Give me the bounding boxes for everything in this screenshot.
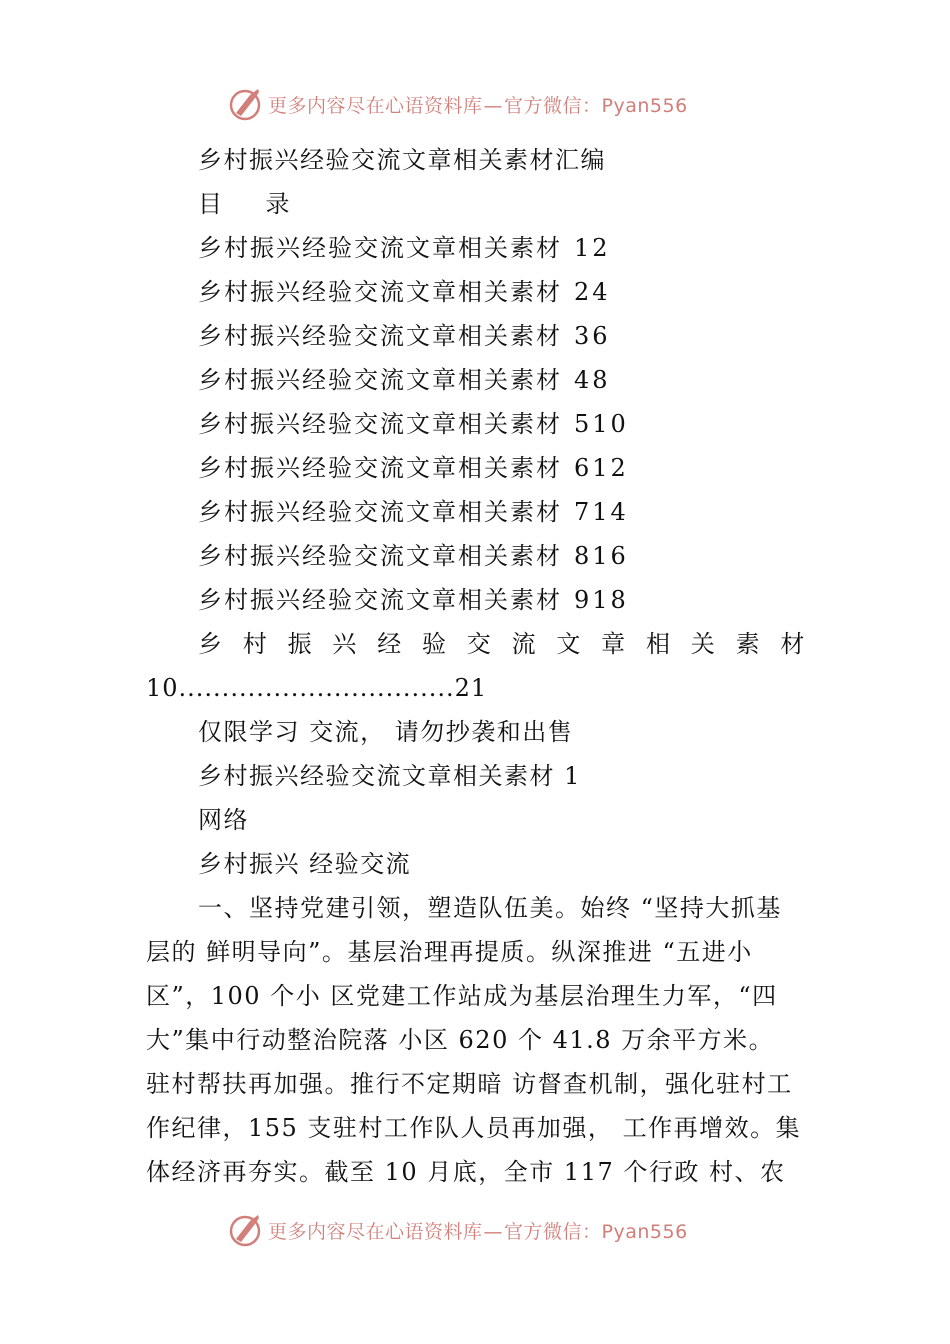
toc-entry-label: 乡村振兴经验交流文章相关素材 xyxy=(198,366,562,394)
pen-logo-icon xyxy=(228,1212,264,1248)
paragraph-line: 体经济再夯实。截至 10 月底，全市 117 个行政 村、农 xyxy=(146,1158,786,1186)
toc-entry-label: 乡村振兴经验交流文章相关素材 xyxy=(198,322,562,350)
toc-char: 振 xyxy=(287,630,314,658)
paragraph-line: 层的 鲜明导向”。基层治理再提质。纵深推进 “五进小 xyxy=(146,938,753,966)
toc-entry-number: 510 xyxy=(574,410,629,438)
toc-entry-label: 乡村振兴经验交流文章相关素材 xyxy=(198,454,562,482)
toc-char: 乡 xyxy=(198,630,224,658)
paragraph-line: 驻村帮扶再加强。推行不定期暗 访督查机制，强化驻村工 xyxy=(146,1070,793,1098)
toc-entry-label: 乡村振兴经验交流文章相关素材 xyxy=(198,234,562,262)
toc-heading-a: 目 xyxy=(198,190,224,218)
header-banner-text xyxy=(268,91,688,118)
toc-entry-number: 48 xyxy=(574,366,611,394)
document-title: 乡村振兴经验交流文章相关素材汇编 xyxy=(198,146,606,174)
toc-entry[interactable] xyxy=(146,490,806,534)
toc-char: 兴 xyxy=(332,630,358,658)
subtitle: 乡村振兴 经验交流 xyxy=(198,850,412,878)
toc-char: 验 xyxy=(421,630,448,658)
toc-entry[interactable] xyxy=(146,270,806,314)
toc-char: 素 xyxy=(735,630,762,658)
toc-entry[interactable] xyxy=(146,534,806,578)
section-title: 乡村振兴经验交流文章相关素材 1 xyxy=(198,762,581,790)
toc-entry[interactable] xyxy=(146,402,806,446)
toc-heading-b: 录 xyxy=(265,190,291,218)
footer-wechat-id: Pyan556 xyxy=(601,1220,688,1243)
document-body xyxy=(146,138,806,1194)
toc-char: 交 xyxy=(466,630,493,658)
toc-entry-label: 乡村振兴经验交流文章相关素材 xyxy=(198,586,562,614)
toc-entry-number: 36 xyxy=(574,322,611,350)
footer-banner-text xyxy=(268,1217,688,1244)
header-banner xyxy=(228,84,748,124)
paragraph-line: 作纪律，155 支驻村工作队人员再加强， 工作再增效。集 xyxy=(146,1114,802,1142)
header-site-text: 更多内容尽在心语资料库 xyxy=(268,94,483,117)
toc-entry[interactable] xyxy=(146,226,806,270)
paragraph-line: 区”，100 个小 区党建工作站成为基层治理生力军，“四 xyxy=(146,982,778,1010)
toc-char: 文 xyxy=(556,630,582,658)
footer-banner xyxy=(228,1210,748,1250)
header-wechat-id: Pyan556 xyxy=(601,94,688,117)
footer-wechat-label: 官方微信： xyxy=(504,1220,602,1243)
toc-char: 村 xyxy=(242,630,269,658)
source-label: 网络 xyxy=(198,806,249,834)
header-separator: — xyxy=(483,94,504,117)
paragraph-line: 大”集中行动整治院落 小区 620 个 41.8 万余平方米。 xyxy=(146,1026,775,1054)
footer-site-text: 更多内容尽在心语资料库 xyxy=(268,1220,483,1243)
pen-logo-icon xyxy=(228,86,264,122)
footer-separator: — xyxy=(483,1220,504,1243)
toc-entry-last-spread[interactable] xyxy=(146,622,806,666)
toc-entry-last-dots[interactable]: 10................................21 xyxy=(146,674,488,702)
toc-entry[interactable] xyxy=(146,314,806,358)
notice-text: 仅限学习 交流， 请勿抄袭和出售 xyxy=(198,718,574,746)
toc-entry[interactable] xyxy=(146,578,806,622)
toc-char: 材 xyxy=(780,630,806,658)
toc-char: 相 xyxy=(645,630,672,658)
toc-entry-number: 816 xyxy=(574,542,629,570)
toc-entry-number: 714 xyxy=(574,498,629,526)
body-paragraph xyxy=(146,886,806,1194)
toc-char: 经 xyxy=(377,630,403,658)
toc-entry-label: 乡村振兴经验交流文章相关素材 xyxy=(198,498,562,526)
toc-entry-label: 乡村振兴经验交流文章相关素材 xyxy=(198,278,562,306)
toc-entry[interactable] xyxy=(146,446,806,490)
paragraph-line: 一、坚持党建引领，塑造队伍美。始终 “坚持大抓基 xyxy=(198,894,782,922)
toc-entry-label: 乡村振兴经验交流文章相关素材 xyxy=(198,410,562,438)
toc-char: 关 xyxy=(690,630,717,658)
toc-heading xyxy=(146,182,806,226)
toc-entry[interactable] xyxy=(146,358,806,402)
toc-entry-label: 乡村振兴经验交流文章相关素材 xyxy=(198,542,562,570)
toc-char: 章 xyxy=(601,630,627,658)
toc-char: 流 xyxy=(511,630,538,658)
toc-entry-number: 24 xyxy=(574,278,611,306)
toc-entry-number: 918 xyxy=(574,586,629,614)
toc-entry-number: 612 xyxy=(574,454,629,482)
toc-entry-number: 12 xyxy=(574,234,611,262)
header-wechat-label: 官方微信： xyxy=(504,94,602,117)
